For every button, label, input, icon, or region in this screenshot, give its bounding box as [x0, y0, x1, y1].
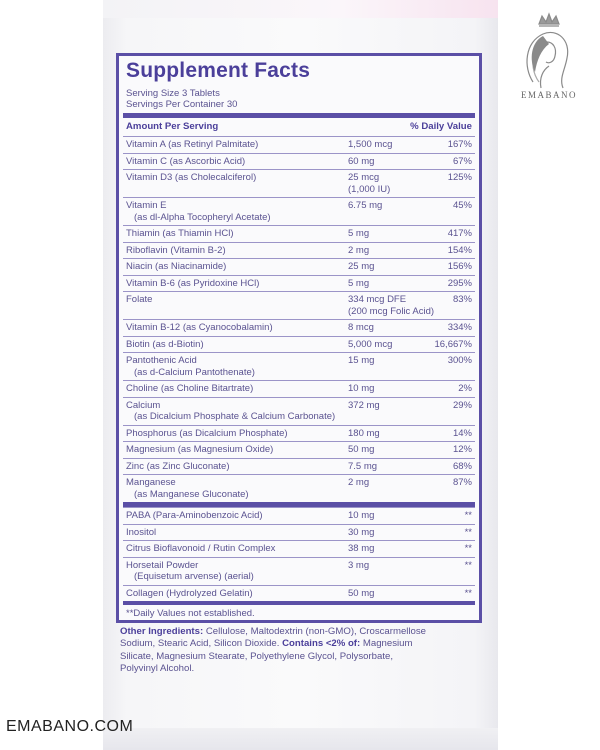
nutrient-name: Collagen (Hydrolyzed Gelatin) [126, 587, 253, 599]
nutrient-name: Manganese [126, 477, 176, 488]
nutrient-daily-value: 154% [447, 244, 472, 256]
nutrient-amount: 3 mg [348, 559, 370, 571]
nutrient-name: Vitamin A (as Retinyl Palmitate) [126, 139, 259, 150]
nutrient-source: (as dl-Alpha Tocopheryl Acetate) [134, 211, 271, 223]
nutrient-name: Thiamin (as Thiamin HCl) [126, 228, 234, 239]
nutrient-amount: 5 mg [348, 228, 370, 239]
nutrient-amount: 5 mg [348, 277, 370, 289]
nutrient-source: (as d-Calcium Pantothenate) [134, 366, 255, 378]
nutrient-amount: 1,500 mcg [348, 139, 393, 150]
nutrient-row [123, 291, 475, 319]
nutrient-amount: 372 mg [348, 399, 380, 411]
nutrient-daily-value: ** [464, 526, 472, 538]
nutrient-name: Zinc (as Zinc Gluconate) [126, 460, 230, 472]
nutrient-amount-detail: (1,000 IU) [348, 183, 391, 195]
nutrient-name: Choline (as Choline Bitartrate) [126, 383, 254, 394]
nutrient-daily-value: 29% [452, 399, 472, 411]
nutrient-name: Folate [126, 294, 153, 305]
nutrient-amount: 180 mg [348, 427, 380, 439]
nutrient-row [123, 336, 475, 353]
nutrient-row [123, 225, 475, 242]
nutrient-amount: 38 mg [348, 543, 375, 554]
ingredients-line-2b: Magnesium [360, 638, 413, 650]
nutrient-name: Horsetail Powder [126, 559, 199, 571]
nutrient-source: (Equisetum arvense) (aerial) [134, 571, 254, 582]
nutrient-name: Citrus Bioflavonoid / Rutin Complex [126, 543, 276, 554]
nutrient-daily-value: 417% [447, 228, 472, 239]
nutrient-daily-value: ** [464, 587, 472, 599]
nutrient-daily-value: 67% [452, 155, 472, 167]
panel-title: Supplement Facts [126, 59, 311, 82]
nutrient-name: Vitamin D3 (as Cholecalciferol) [126, 172, 257, 183]
nutrient-row [123, 275, 475, 292]
servings-per-container: Servings Per Container 30 [126, 99, 238, 110]
supplement-facts-panel [116, 53, 482, 623]
footnote: **Daily Values not established. [123, 601, 475, 620]
nutrient-daily-value: 12% [452, 444, 472, 455]
brand-footer: EMABANO.COM [6, 718, 134, 735]
nutrient-name: Inositol [126, 526, 157, 538]
nutrient-name: Niacin (as Niacinamide) [126, 261, 227, 272]
nutrient-name: Magnesium (as Magnesium Oxide) [126, 444, 274, 455]
nutrient-amount: 25 mg [348, 261, 375, 272]
nutrient-name: Vitamin E [126, 200, 167, 211]
nutrient-amount: 334 mcg DFE (200 mcg Folic Acid) [348, 294, 435, 317]
nutrient-amount: 60 mg [348, 155, 375, 167]
nutrient-row [123, 169, 475, 197]
thick-divider [123, 113, 475, 118]
daily-value-label: % Daily Value [410, 121, 472, 132]
nutrient-daily-value: 156% [447, 261, 472, 272]
nutrient-daily-value: ** [464, 510, 472, 521]
ingredients-line-3: Silicate, Magnesium Stearate, Polyethylene Glycol, Polysorbate, [120, 650, 394, 662]
nutrient-amount: 8 mcg [348, 322, 374, 333]
nutrient-name: Vitamin C (as Ascorbic Acid) [126, 155, 246, 167]
nutrient-amount: 30 mg [348, 526, 375, 538]
amount-per-serving-label: Amount Per Serving [126, 121, 219, 132]
nutrient-name: PABA (Para-Aminobenzoic Acid) [126, 510, 263, 521]
nutrient-source: (as Manganese Gluconate) [134, 488, 249, 500]
nutrient-daily-value: 125% [447, 172, 472, 183]
nutrient-amount: 50 mg [348, 444, 375, 455]
ingredients-line-4: Polyvinyl Alcohol. [120, 662, 195, 674]
nutrient-amount: 10 mg [348, 510, 375, 521]
watermark-text: EMABANO [520, 90, 577, 100]
nutrient-name: Vitamin B-6 (as Pyridoxine HCl) [126, 277, 260, 289]
nutrient-name: Phosphorus (as Dicalcium Phosphate) [126, 427, 288, 439]
nutrient-daily-value: 83% [452, 294, 472, 305]
nutrient-row [123, 474, 475, 502]
nutrient-amount: 5,000 mcg [348, 338, 393, 350]
nutrient-row [123, 319, 475, 336]
contains-label: Contains <2% of: [282, 638, 361, 650]
amount-header [126, 120, 472, 134]
nutrient-daily-value: 45% [452, 200, 472, 211]
nutrient-daily-value: 68% [452, 460, 472, 472]
nutrient-daily-value: 87% [452, 477, 472, 488]
nutrient-name: Pantothenic Acid [126, 355, 197, 366]
nutrient-name: Vitamin B-12 (as Cyanocobalamin) [126, 322, 273, 333]
nutrient-source: (as Dicalcium Phosphate & Calcium Carbonate) [134, 411, 336, 422]
nutrient-daily-value: 2% [458, 383, 472, 394]
nutrient-row [123, 136, 475, 153]
nutrient-amount: 50 mg [348, 587, 375, 599]
nutrient-row [123, 441, 475, 458]
nutrient-row [123, 197, 475, 225]
nutrient-amount: 6.75 mg [348, 200, 383, 211]
nutrient-amount: 10 mg [348, 383, 375, 394]
nutrient-row [123, 397, 475, 425]
nutrient-amount: 25 mcg (1,000 IU) [348, 172, 391, 195]
nutrient-amount: 2 mg [348, 244, 370, 256]
nutrient-name: Riboflavin (Vitamin B-2) [126, 244, 226, 256]
nutrient-daily-value: 334% [447, 322, 472, 333]
ingredients-label: Other Ingredients: [120, 626, 204, 637]
nutrient-daily-value: 16,667% [434, 338, 472, 350]
nutrient-amount-detail: (200 mcg Folic Acid) [348, 305, 435, 317]
nutrient-amount: 7.5 mg [348, 460, 378, 472]
nutrient-row [123, 507, 475, 524]
nutrient-name: Biotin (as d-Biotin) [126, 338, 204, 350]
nutrient-amount: 15 mg [348, 355, 375, 366]
nutrient-daily-value: ** [464, 559, 472, 571]
nutrient-daily-value: 300% [447, 355, 472, 366]
ingredients-line-2: Sodium, Stearic Acid, Silicon Dioxide. [120, 638, 283, 650]
nutrient-row [123, 585, 475, 602]
box-top-edge [103, 0, 498, 18]
nutrient-row [123, 557, 475, 585]
nutrient-name: Calcium [126, 399, 161, 411]
nutrient-daily-value: 167% [447, 139, 472, 150]
other-ingredients [120, 626, 480, 675]
nutrient-daily-value: 295% [447, 277, 472, 289]
nutrient-row [123, 242, 475, 259]
nutrient-daily-value: 14% [452, 427, 472, 439]
nutrient-row [123, 540, 475, 557]
nutrient-row [123, 380, 475, 397]
nutrient-row [123, 352, 475, 380]
nutrient-row [123, 425, 475, 442]
nutrient-rows [123, 136, 475, 620]
box-bottom-edge [103, 728, 498, 750]
nutrient-row [123, 258, 475, 275]
nutrient-amount: 2 mg [348, 477, 370, 488]
nutrient-row [123, 458, 475, 475]
nutrient-daily-value: ** [464, 543, 472, 554]
serving-size: Serving Size 3 Tablets [126, 88, 220, 99]
nutrient-row [123, 153, 475, 170]
nutrient-row [123, 524, 475, 541]
ingredients-line-1: Cellulose, Maltodextrin (non-GMO), Croscarmellose [203, 626, 427, 637]
